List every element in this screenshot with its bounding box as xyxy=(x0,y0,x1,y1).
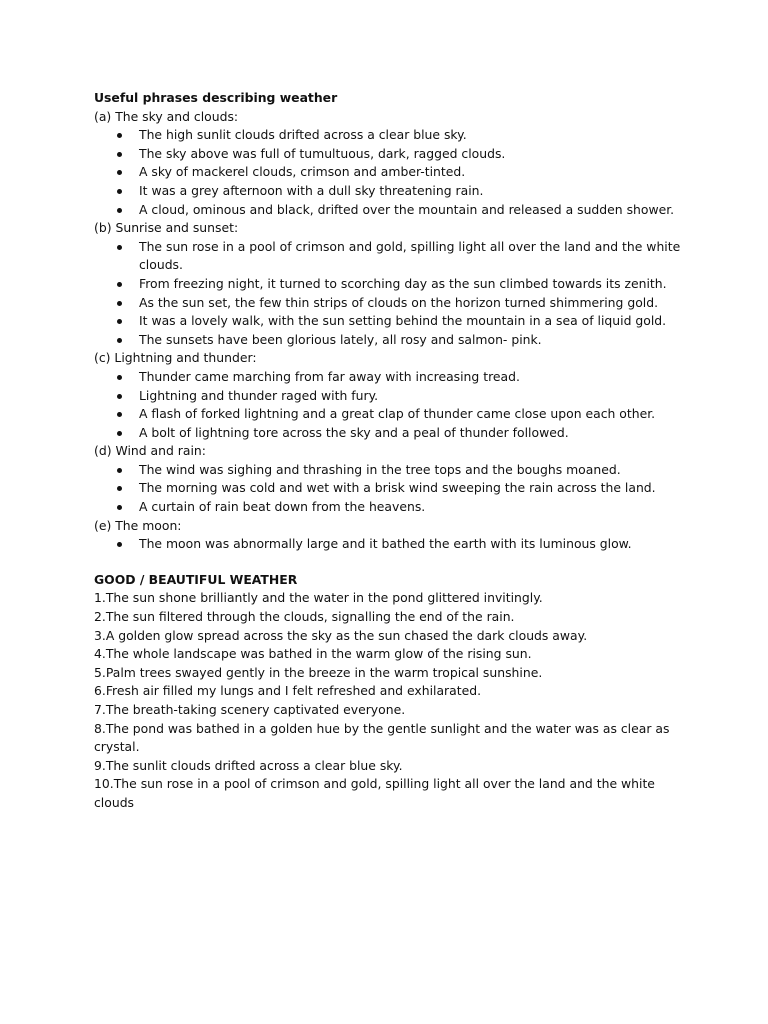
list-item: The sun rose in a pool of crimson and gold, spilling light all over the land and the white clouds. xyxy=(94,238,686,275)
list-item: 9.The sunlit clouds drifted across a clear blue sky. xyxy=(94,757,403,773)
section-label-wind-rain: (d) Wind and rain: xyxy=(94,443,206,459)
moon-list xyxy=(94,535,686,554)
list-item: The sky above was full of tumultuous, dark, ragged clouds. xyxy=(94,145,686,164)
wind-rain-list xyxy=(94,461,686,517)
section-label-moon: (e) The moon: xyxy=(94,517,182,533)
list-item: 1.The sun shone brilliantly and the water in the pond glittered invitingly. xyxy=(94,590,543,606)
list-item: 8.The pond was bathed in a golden hue by the gentle sunlight and the water was as clear as crystal. xyxy=(94,720,670,755)
bullet-icon xyxy=(117,468,122,473)
list-item: 10.The sun rose in a pool of crimson and gold, spilling light all over the land and the white clouds xyxy=(94,776,655,810)
lightning-thunder-list xyxy=(94,368,686,442)
bullet-icon xyxy=(117,152,122,157)
list-item: Lightning and thunder raged with fury. xyxy=(94,387,686,406)
bullet-icon xyxy=(117,505,122,510)
bullet-icon xyxy=(117,431,122,436)
document-title: Useful phrases describing weather xyxy=(94,90,338,105)
sky-clouds-list xyxy=(94,126,686,219)
list-item: A bolt of lightning tore across the sky and a peal of thunder followed. xyxy=(94,424,686,443)
list-item: 5.Palm trees swayed gently in the breeze in the warm tropical sunshine. xyxy=(94,664,543,680)
section-label-sunrise-sunset: (b) Sunrise and sunset: xyxy=(94,220,239,236)
bullet-icon xyxy=(117,208,122,213)
list-item: As the sun set, the few thin strips of clouds on the horizon turned shimmering gold. xyxy=(94,294,686,313)
good-weather-list xyxy=(94,589,686,812)
list-item: A cloud, ominous and black, drifted over the mountain and released a sudden shower. xyxy=(94,201,686,220)
list-item: 7.The breath-taking scenery captivated everyone. xyxy=(94,702,406,717)
bullet-icon xyxy=(117,133,122,138)
bullet-icon xyxy=(117,319,122,324)
good-weather-heading: GOOD / BEAUTIFUL WEATHER xyxy=(94,571,298,587)
list-item: The moon was abnormally large and it bathed the earth with its luminous glow. xyxy=(94,535,686,554)
list-item: 6.Fresh air filled my lungs and I felt refreshed and exhilarated. xyxy=(94,683,482,699)
list-item: A curtain of rain beat down from the heavens. xyxy=(94,498,686,517)
section-label-lightning-thunder: (c) Lightning and thunder: xyxy=(94,350,257,366)
list-item: 3.A golden glow spread across the sky as the sun chased the dark clouds away. xyxy=(94,627,588,643)
list-item: The high sunlit clouds drifted across a clear blue sky. xyxy=(94,126,686,145)
list-item: It was a grey afternoon with a dull sky threatening rain. xyxy=(94,182,686,201)
bullet-icon xyxy=(117,394,122,399)
list-item: A flash of forked lightning and a great clap of thunder came close upon each other. xyxy=(94,405,686,424)
bullet-icon xyxy=(117,486,122,491)
bullet-icon xyxy=(117,375,122,380)
list-item: From freezing night, it turned to scorching day as the sun climbed towards its zenith. xyxy=(94,275,686,294)
bullet-icon xyxy=(117,282,122,287)
list-item: Thunder came marching from far away with increasing tread. xyxy=(94,368,686,387)
bullet-icon xyxy=(117,245,122,250)
bullet-icon xyxy=(117,412,122,417)
bullet-icon xyxy=(117,542,122,547)
list-item: 2.The sun filtered through the clouds, signalling the end of the rain. xyxy=(94,609,515,625)
bullet-icon xyxy=(117,338,122,343)
section-label-sky-clouds: (a) The sky and clouds: xyxy=(94,108,239,124)
section-spacer xyxy=(94,554,686,571)
list-item: The morning was cold and wet with a brisk wind sweeping the rain across the land. xyxy=(94,479,686,498)
list-item: It was a lovely walk, with the sun setting behind the mountain in a sea of liquid gold. xyxy=(94,312,686,331)
bullet-icon xyxy=(117,170,122,175)
sunrise-sunset-list xyxy=(94,238,686,350)
bullet-icon xyxy=(117,301,122,306)
list-item: A sky of mackerel clouds, crimson and amber-tinted. xyxy=(94,163,686,182)
document-page xyxy=(94,89,686,813)
bullet-icon xyxy=(117,189,122,194)
list-item: The wind was sighing and thrashing in the tree tops and the boughs moaned. xyxy=(94,461,686,480)
list-item: 4.The whole landscape was bathed in the warm glow of the rising sun. xyxy=(94,646,532,662)
list-item: The sunsets have been glorious lately, all rosy and salmon- pink. xyxy=(94,331,686,350)
